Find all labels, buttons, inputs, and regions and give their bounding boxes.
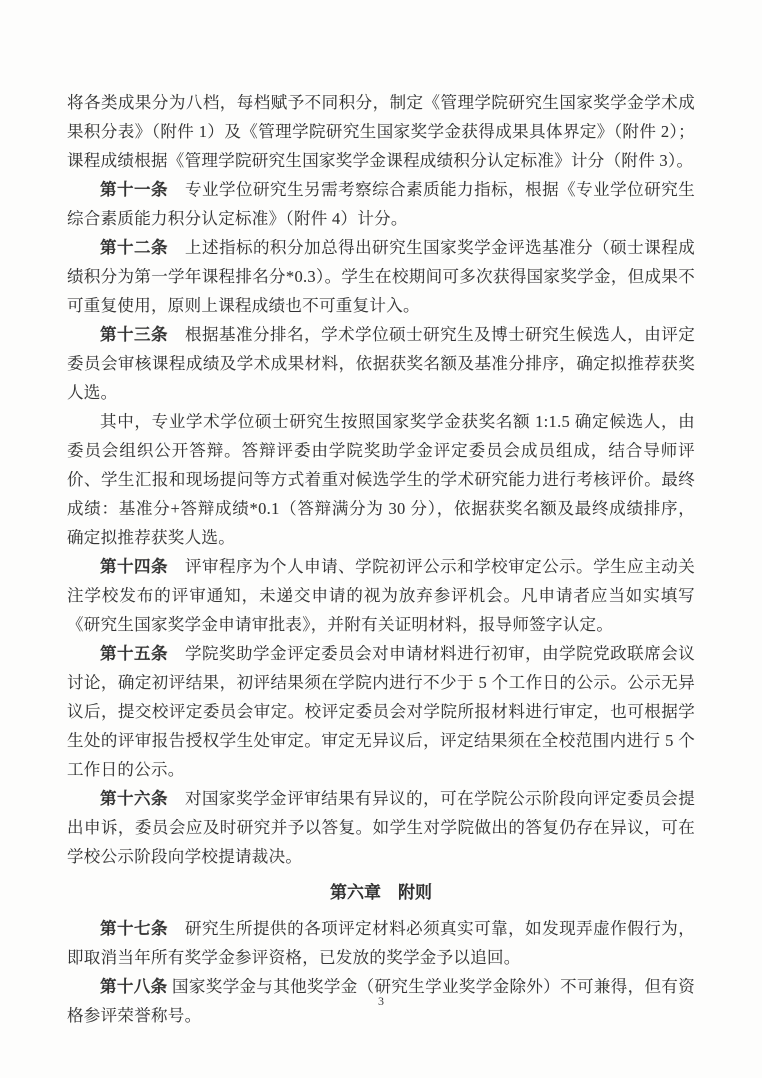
paragraph-article-11 bbox=[67, 175, 695, 233]
paragraph-article-15 bbox=[67, 639, 695, 784]
article-number: 第十六条 bbox=[100, 789, 186, 808]
article-number: 第十一条 bbox=[100, 180, 186, 199]
paragraph-article-13-sub bbox=[67, 407, 695, 552]
article-number: 第十八条 bbox=[100, 977, 172, 996]
paragraph-text: 对国家奖学金评审结果有异议的，可在学院公示阶段向评定委员会提出申诉，委员会应及时研究并予以答复。如学生对学院做出的答复仍存在异议，可在学校公示阶段向学校提请裁决。 bbox=[67, 789, 696, 866]
paragraph-article-17 bbox=[67, 914, 695, 972]
paragraph-article-12 bbox=[67, 233, 695, 320]
article-number: 第十四条 bbox=[100, 557, 186, 576]
paragraph-text: 其中，专业学术学位硕士研究生按照国家奖学金获奖名额 1:1.5 确定候选人，由委员会组织公开答辩。答辩评委由学院奖助学金评定委员会成员组成，结合导师评价、学生汇报和现场提问等方式着重对候选学生的学术研究能力进行考核评价。最终成绩：基准分+答辩成绩*0.1（答辩满分为 30 分），依据获奖名额及最终成绩排序，确定拟推荐获奖人选。 bbox=[67, 412, 695, 547]
article-number: 第十七条 bbox=[100, 919, 186, 938]
chapter-heading: 第六章 附则 bbox=[330, 883, 432, 902]
document-content bbox=[67, 88, 695, 1030]
paragraph-text: 学院奖助学金评定委员会对申请材料进行初审，由学院党政联席会议讨论，确定初评结果，初评结果须在学院内进行不少于 5 个工作日的公示。公示无异议后，提交校评定委员会审定。校评定委员会对学院所报材料进行审定，也可根据学生处的评审报告授权学生处审定。审定无异议后，评定结果须在全校范围内进行 5 个工作日的公示。 bbox=[67, 644, 696, 779]
paragraph-text: 国家奖学金与其他奖学金（研究生学业奖学金除外）不可兼得，但有资格参评荣誉称号。 bbox=[67, 977, 695, 1025]
paragraph-text: 上述指标的积分加总得出研究生国家奖学金评选基准分（硕士课程成绩积分为第一学年课程排名分*0.3）。学生在校期间可多次获得国家奖学金，但成果不可重复使用，原则上课程成绩也不可重复计入。 bbox=[67, 238, 696, 315]
article-number: 第十五条 bbox=[100, 644, 186, 663]
paragraph-article-16 bbox=[67, 784, 695, 871]
paragraph-article-13 bbox=[67, 320, 695, 407]
article-number: 第十二条 bbox=[100, 238, 186, 257]
paragraph-text: 评审程序为个人申请、学院初评公示和学校审定公示。学生应主动关注学校发布的评审通知，未递交申请的视为放弃参评机会。凡申请者应当如实填写《研究生国家奖学金申请审批表》，并附有关证明材料，报导师签字认定。 bbox=[67, 557, 696, 634]
article-number: 第十三条 bbox=[100, 325, 186, 344]
paragraph-text: 根据基准分排名，学术学位硕士研究生及博士研究生候选人，由评定委员会审核课程成绩及学术成果材料，依据获奖名额及基准分排序，确定拟推荐获奖人选。 bbox=[67, 325, 696, 402]
paragraph-article-14 bbox=[67, 552, 695, 639]
paragraph-text: 专业学位研究生另需考察综合素质能力指标，根据《专业学位研究生综合素质能力积分认定标准》（附件 4）计分。 bbox=[67, 180, 696, 228]
paragraph-text: 研究生所提供的各项评定材料必须真实可靠，如发现弄虚作假行为，即取消当年所有奖学金参评资格，已发放的奖学金予以追回。 bbox=[67, 919, 696, 967]
paragraph-text: 将各类成果分为八档，每档赋予不同积分，制定《管理学院研究生国家奖学金学术成果积分表》（附件 1）及《管理学院研究生国家奖学金获得成果具体界定》（附件 2）；课程成绩根据《管理学院研究生国家奖学金课程成绩积分认定标准》计分（附件 3）。 bbox=[67, 93, 695, 170]
page-number: 3 bbox=[378, 994, 384, 1008]
paragraph-continuation bbox=[67, 88, 695, 175]
